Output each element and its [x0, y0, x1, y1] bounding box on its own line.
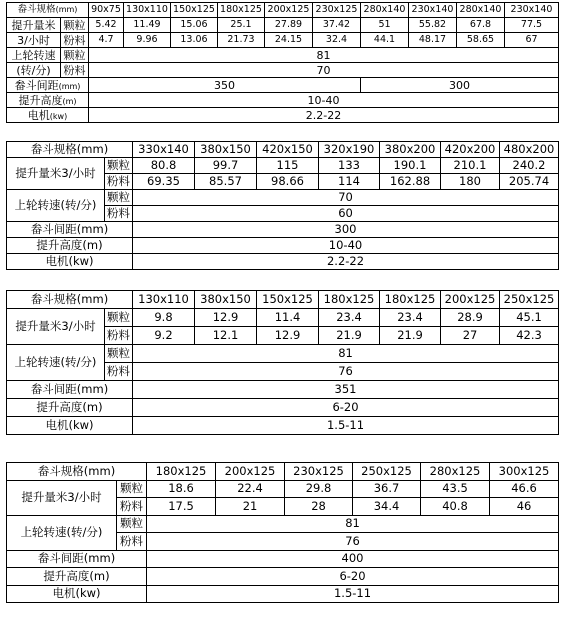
speed-label: 上轮转速(转/分) — [7, 345, 105, 381]
granule-cell: 210.1 — [441, 158, 500, 174]
spec-table-2 — [6, 141, 559, 270]
powder-cell: 162.88 — [380, 174, 441, 190]
speed-granule-row — [7, 190, 559, 206]
granule-label: 颗粒 — [117, 480, 147, 498]
height-row — [7, 93, 559, 108]
granule-cell: 190.1 — [380, 158, 441, 174]
granule-label: 颗粒 — [105, 190, 133, 206]
pitch-row — [7, 550, 559, 568]
speed-granule-value: 81 — [147, 515, 559, 533]
pitch-value: 400 — [147, 550, 559, 568]
powder-label: 粉料 — [105, 327, 133, 345]
granule-cell: 240.2 — [500, 158, 559, 174]
spec-cell: 200x125 — [216, 463, 285, 481]
granule-cell: 43.5 — [421, 480, 490, 498]
pitch-row — [7, 222, 559, 238]
spec-cell: 380x150 — [195, 142, 257, 158]
capacity-label: 提升量米3/小时 — [7, 158, 105, 190]
powder-label: 粉料 — [105, 206, 133, 222]
granule-cell: 18.6 — [147, 480, 216, 498]
speed-powder-row — [7, 63, 559, 78]
granule-row — [7, 480, 559, 498]
height-label: 提升高度(m) — [7, 568, 147, 586]
spec-cell: 230x125 — [285, 463, 353, 481]
granule-cell: 37.42 — [313, 18, 361, 33]
granule-cell: 29.8 — [285, 480, 353, 498]
powder-cell: 58.65 — [457, 33, 505, 48]
powder-cell: 180 — [441, 174, 500, 190]
granule-label: 颗粒 — [105, 158, 133, 174]
granule-cell: 77.5 — [505, 18, 559, 33]
speed-granule-value: 81 — [133, 345, 559, 363]
granule-cell: 15.06 — [171, 18, 218, 33]
speed-label-2: (转/分) — [7, 63, 61, 78]
granule-cell: 133 — [319, 158, 380, 174]
spec-cell: 380x150 — [195, 291, 257, 309]
granule-cell: 80.8 — [133, 158, 195, 174]
spec-cell: 200x125 — [265, 3, 313, 18]
powder-row — [7, 33, 559, 48]
spec-cell: 130x110 — [124, 3, 171, 18]
spec-cell: 250x125 — [353, 463, 421, 481]
powder-cell: 9.2 — [133, 327, 195, 345]
speed-powder-value: 70 — [89, 63, 559, 78]
height-row — [7, 238, 559, 254]
powder-cell: 24.15 — [265, 33, 313, 48]
granule-cell: 12.9 — [195, 309, 257, 327]
granule-row — [7, 18, 559, 33]
spec-header: 畚斗规格(mm) — [7, 463, 147, 481]
capacity-label-1: 提升量米 — [7, 18, 61, 33]
spec-cell: 280x140 — [361, 3, 409, 18]
motor-value: 2.2-22 — [133, 254, 559, 270]
spec-cell: 230x140 — [409, 3, 457, 18]
height-label: 提升高度(m) — [7, 238, 133, 254]
capacity-label: 提升量米3/小时 — [7, 309, 105, 345]
pitch-row — [7, 381, 559, 399]
spec-table-3 — [6, 290, 559, 435]
granule-row — [7, 158, 559, 174]
spec-cell: 420x150 — [257, 142, 319, 158]
granule-cell: 27.89 — [265, 18, 313, 33]
granule-cell: 23.4 — [380, 309, 441, 327]
granule-cell: 28.9 — [441, 309, 500, 327]
powder-cell: 12.1 — [195, 327, 257, 345]
pitch-label: 畚斗间距(mm) — [7, 78, 89, 93]
spec-header: 畚斗规格(mm) — [7, 3, 89, 18]
granule-cell: 67.8 — [457, 18, 505, 33]
spec-row — [7, 291, 559, 309]
speed-granule-value: 70 — [133, 190, 559, 206]
spec-cell: 130x110 — [133, 291, 195, 309]
motor-value: 1.5-11 — [147, 585, 559, 603]
powder-label: 粉料 — [105, 363, 133, 381]
spec-cell: 230x125 — [313, 3, 361, 18]
spec-table-4 — [6, 462, 559, 603]
granule-cell: 55.82 — [409, 18, 457, 33]
granule-cell: 25.1 — [218, 18, 265, 33]
spec-row — [7, 142, 559, 158]
pitch-value: 351 — [133, 381, 559, 399]
granule-cell: 11.49 — [124, 18, 171, 33]
granule-row — [7, 309, 559, 327]
spec-cell: 380x200 — [380, 142, 441, 158]
powder-cell: 21.9 — [319, 327, 380, 345]
granule-cell: 99.7 — [195, 158, 257, 174]
pitch-value-b: 300 — [361, 78, 559, 93]
motor-row — [7, 254, 559, 270]
granule-cell: 5.42 — [89, 18, 124, 33]
spec-cell: 230x140 — [505, 3, 559, 18]
spec-header: 畚斗规格(mm) — [7, 291, 133, 309]
pitch-value-a: 350 — [89, 78, 361, 93]
spec-cell: 300x125 — [490, 463, 559, 481]
powder-label: 粉料 — [105, 174, 133, 190]
motor-value: 1.5-11 — [133, 417, 559, 435]
motor-row — [7, 108, 559, 123]
spec-cell: 90x75 — [89, 3, 124, 18]
pitch-label: 畚斗间距(mm) — [7, 381, 133, 399]
spec-cell: 480x200 — [500, 142, 559, 158]
powder-cell: 114 — [319, 174, 380, 190]
motor-value: 2.2-22 — [89, 108, 559, 123]
spec-row — [7, 3, 559, 18]
powder-label: 粉料 — [61, 63, 89, 78]
speed-granule-row — [7, 345, 559, 363]
speed-granule-row — [7, 515, 559, 533]
granule-cell: 46.6 — [490, 480, 559, 498]
spec-cell: 180x125 — [319, 291, 380, 309]
spec-cell: 320x190 — [319, 142, 380, 158]
pitch-row — [7, 78, 559, 93]
granule-label: 颗粒 — [117, 515, 147, 533]
pitch-value: 300 — [133, 222, 559, 238]
speed-powder-value: 60 — [133, 206, 559, 222]
height-value: 6-20 — [147, 568, 559, 586]
powder-label: 粉料 — [117, 533, 147, 551]
powder-cell: 21.9 — [380, 327, 441, 345]
spec-cell: 150x125 — [257, 291, 319, 309]
capacity-label: 提升量米3/小时 — [7, 480, 117, 515]
powder-cell: 17.5 — [147, 498, 216, 516]
granule-cell: 22.4 — [216, 480, 285, 498]
powder-cell: 44.1 — [361, 33, 409, 48]
spec-cell: 150x125 — [171, 3, 218, 18]
granule-label: 颗粒 — [105, 309, 133, 327]
powder-cell: 40.8 — [421, 498, 490, 516]
powder-cell: 205.74 — [500, 174, 559, 190]
granule-label: 颗粒 — [61, 48, 89, 63]
powder-cell: 27 — [441, 327, 500, 345]
motor-label: 电机(kw) — [7, 108, 89, 123]
spec-cell: 250x125 — [500, 291, 559, 309]
speed-label-1: 上轮转速 — [7, 48, 61, 63]
height-value: 10-40 — [133, 238, 559, 254]
powder-label: 粉料 — [61, 33, 89, 48]
powder-cell: 46 — [490, 498, 559, 516]
powder-cell: 34.4 — [353, 498, 421, 516]
speed-powder-value: 76 — [147, 533, 559, 551]
spec-header: 畚斗规格(mm) — [7, 142, 133, 158]
height-value: 6-20 — [133, 399, 559, 417]
motor-label: 电机(kw) — [7, 417, 133, 435]
capacity-label-2: 3/小时 — [7, 33, 61, 48]
spec-cell: 420x200 — [441, 142, 500, 158]
granule-label: 颗粒 — [61, 18, 89, 33]
height-value: 10-40 — [89, 93, 559, 108]
granule-cell: 115 — [257, 158, 319, 174]
powder-cell: 13.06 — [171, 33, 218, 48]
powder-cell: 21 — [216, 498, 285, 516]
powder-cell: 9.96 — [124, 33, 171, 48]
powder-label: 粉料 — [117, 498, 147, 516]
granule-cell: 36.7 — [353, 480, 421, 498]
spec-cell: 200x125 — [441, 291, 500, 309]
motor-label: 电机(kw) — [7, 254, 133, 270]
spec-cell: 180x125 — [218, 3, 265, 18]
height-row — [7, 568, 559, 586]
powder-cell: 98.66 — [257, 174, 319, 190]
spec-cell: 330x140 — [133, 142, 195, 158]
speed-granule-row — [7, 48, 559, 63]
speed-powder-value: 76 — [133, 363, 559, 381]
height-label: 提升高度(m) — [7, 93, 89, 108]
powder-cell: 69.35 — [133, 174, 195, 190]
height-label: 提升高度(m) — [7, 399, 133, 417]
granule-cell: 51 — [361, 18, 409, 33]
spec-cell: 280x140 — [457, 3, 505, 18]
powder-cell: 85.57 — [195, 174, 257, 190]
speed-label: 上轮转速(转/分) — [7, 190, 105, 222]
granule-label: 颗粒 — [105, 345, 133, 363]
pitch-label: 畚斗间距(mm) — [7, 222, 133, 238]
speed-label: 上轮转速(转/分) — [7, 515, 117, 550]
height-row — [7, 399, 559, 417]
granule-cell: 45.1 — [500, 309, 559, 327]
spec-table-1 — [6, 2, 559, 123]
pitch-label: 畚斗间距(mm) — [7, 550, 147, 568]
motor-row — [7, 585, 559, 603]
motor-label: 电机(kw) — [7, 585, 147, 603]
spec-row — [7, 463, 559, 481]
powder-cell: 67 — [505, 33, 559, 48]
powder-cell: 42.3 — [500, 327, 559, 345]
powder-cell: 48.17 — [409, 33, 457, 48]
granule-cell: 11.4 — [257, 309, 319, 327]
speed-granule-value: 81 — [89, 48, 559, 63]
spec-cell: 280x125 — [421, 463, 490, 481]
granule-cell: 9.8 — [133, 309, 195, 327]
powder-cell: 21.73 — [218, 33, 265, 48]
motor-row — [7, 417, 559, 435]
spec-cell: 180x125 — [147, 463, 216, 481]
powder-cell: 4.7 — [89, 33, 124, 48]
powder-cell: 28 — [285, 498, 353, 516]
powder-cell: 32.4 — [313, 33, 361, 48]
spec-cell: 180x125 — [380, 291, 441, 309]
powder-cell: 12.9 — [257, 327, 319, 345]
granule-cell: 23.4 — [319, 309, 380, 327]
